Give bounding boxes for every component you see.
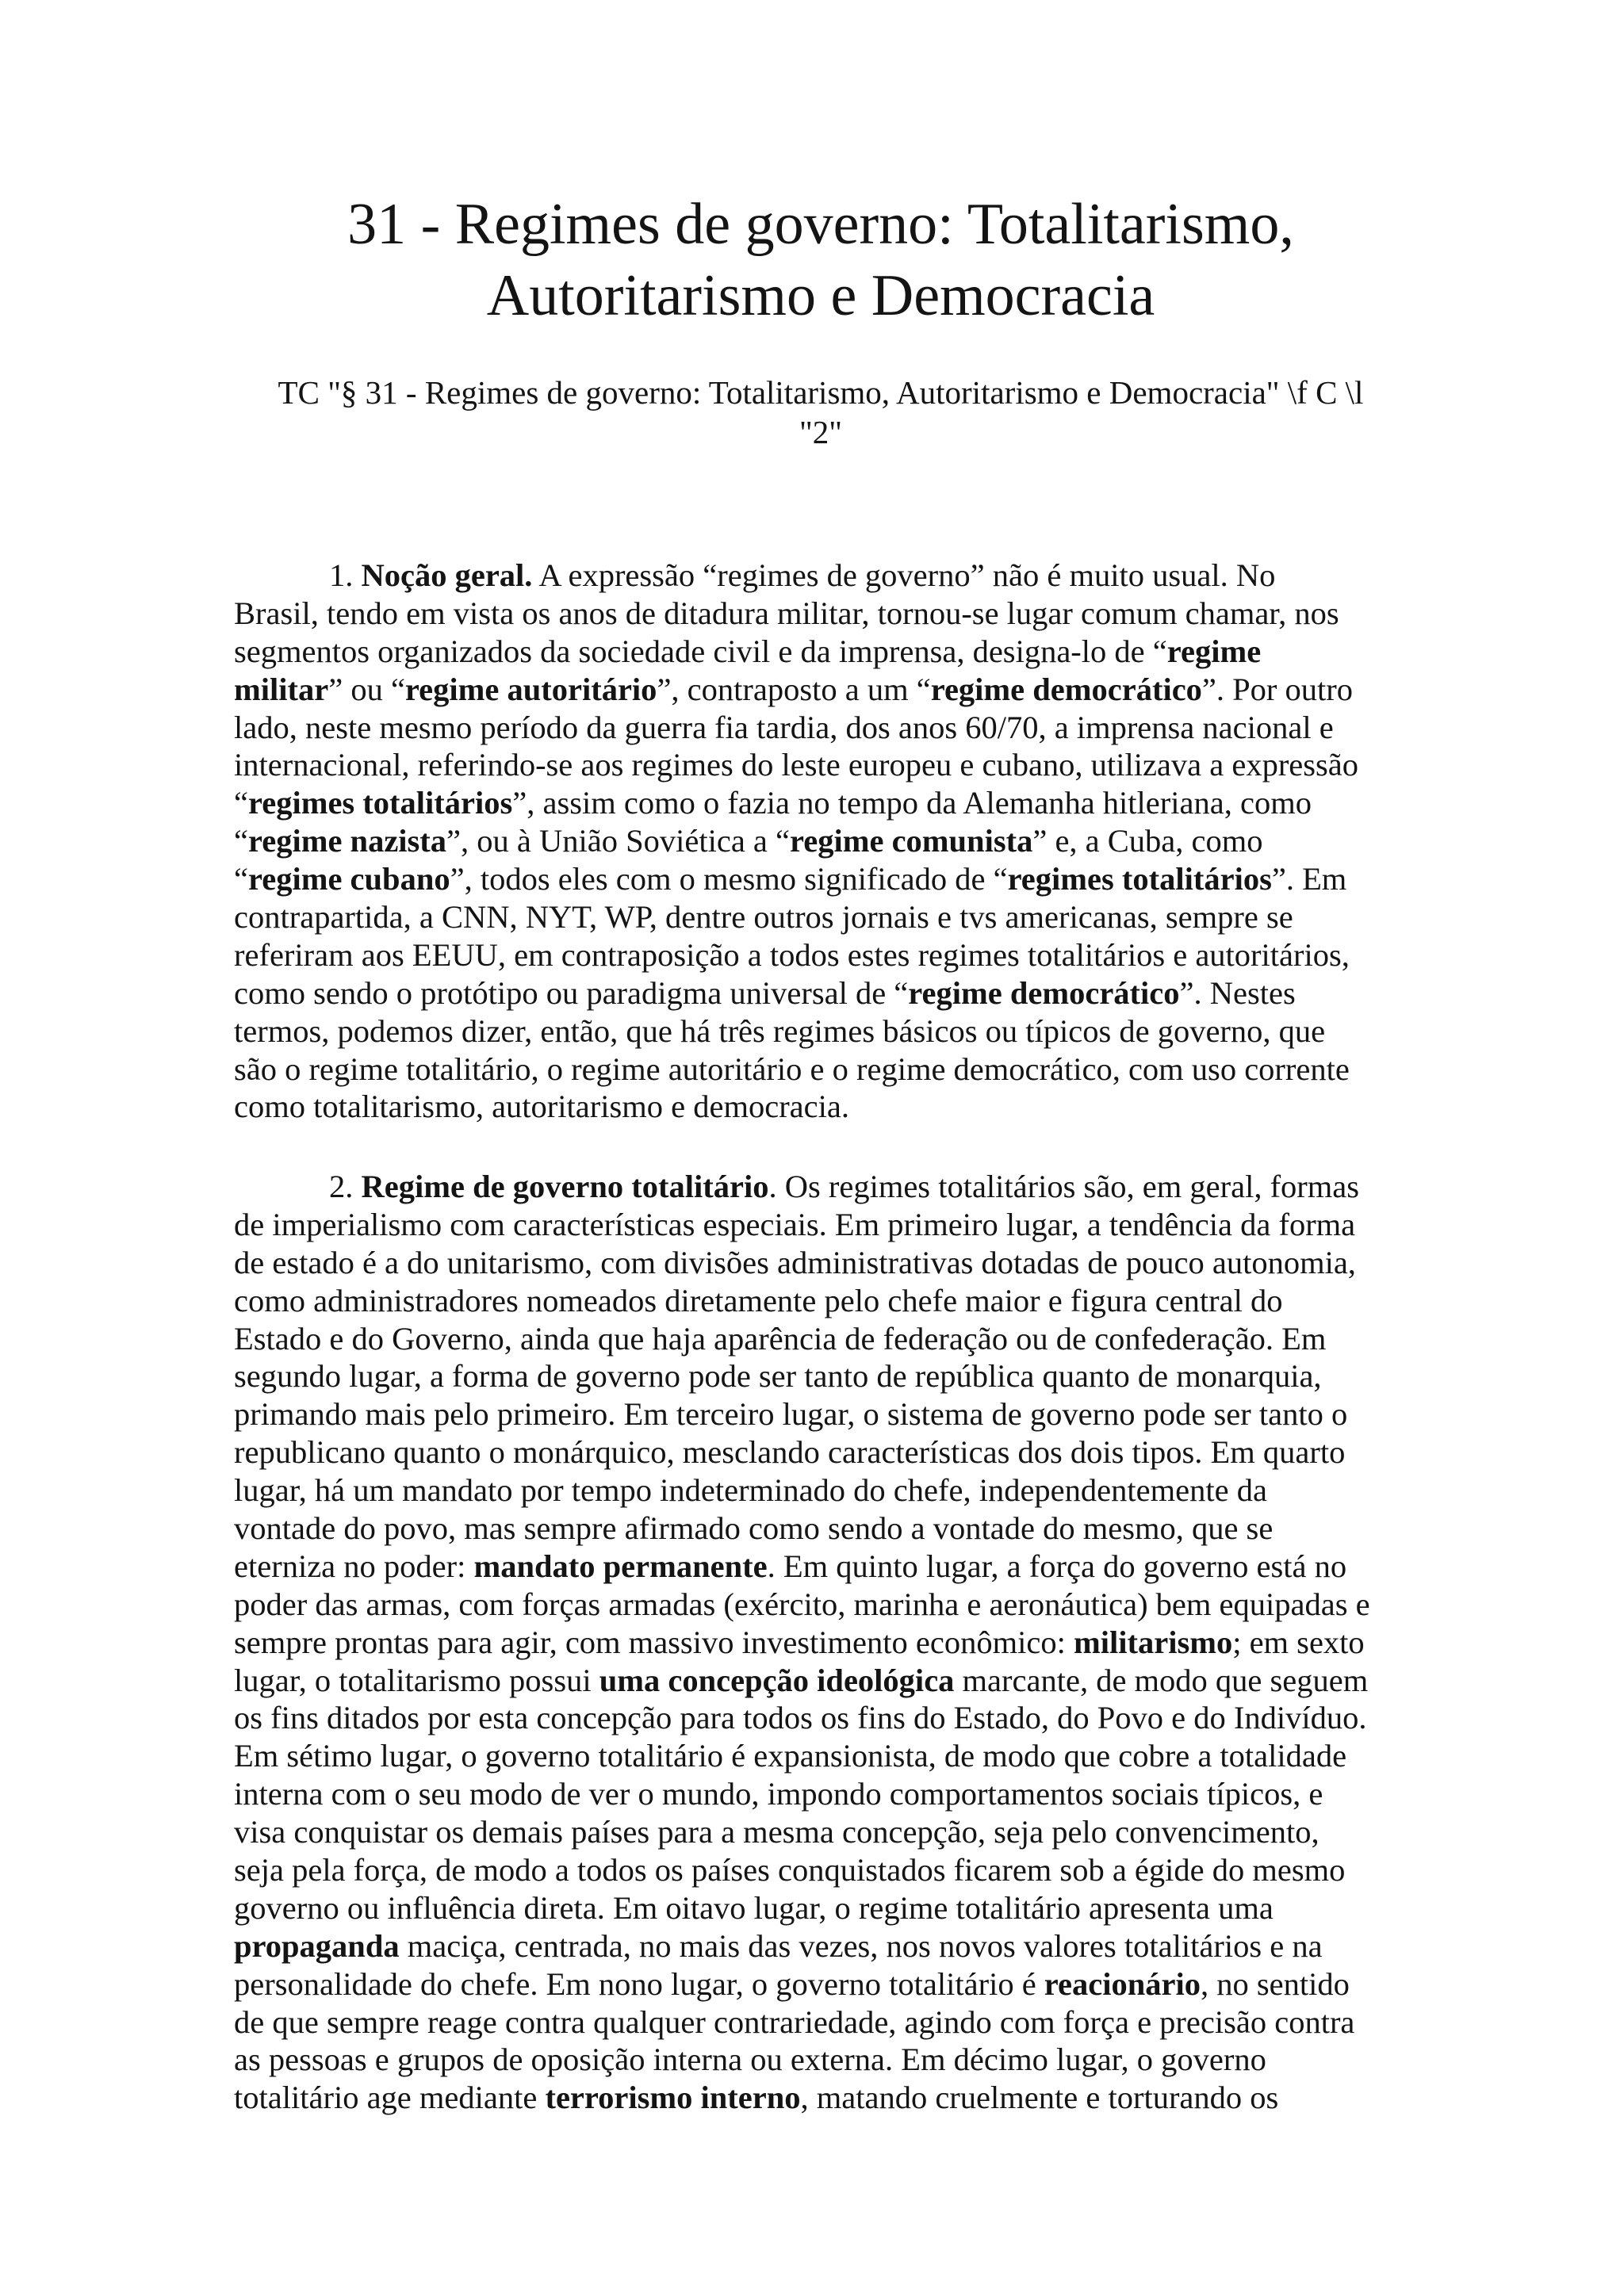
text-line: vontade do povo, mas sempre afirmado como sendo a vontade do mesmo, que se [234, 1510, 1274, 1547]
bold-term: regime nazista [247, 823, 447, 859]
text-line [234, 1662, 1400, 1700]
text-run: ” ou “ [328, 671, 405, 707]
text-line: lugar, há um mandato por tempo indeterminado do chefe, independentemente da [234, 1472, 1267, 1509]
text-run: . Em quinto lugar, a força do governo está no [767, 1548, 1347, 1584]
text-line [234, 557, 1400, 595]
text-run: totalitário age mediante [234, 2080, 546, 2116]
section-number: 1. [329, 557, 354, 593]
text-line: Em sétimo lugar, o governo totalitário é expansionista, de modo que cobre a totalidade [234, 1738, 1347, 1774]
bold-term: reacionário [1044, 1965, 1201, 2002]
text-run: personalidade do chefe. Em nono lugar, o governo totalitário é [234, 1965, 1044, 2002]
text-line [234, 860, 1400, 898]
bold-term: militarismo [1073, 1624, 1233, 1660]
text-line: segundo lugar, a forma de governo pode ser tanto de república quanto de monarquia, [234, 1358, 1322, 1395]
bold-term: regime autoritário [404, 671, 657, 707]
text-run: “ [234, 823, 248, 859]
text-line: governo ou influência direta. Em oitavo lugar, o regime totalitário apresenta uma [234, 1889, 1274, 1926]
text-line [234, 974, 1400, 1012]
text-run: “ [234, 861, 248, 897]
text-run: marcante, de modo que seguem [954, 1662, 1369, 1698]
text-line: como totalitarismo, autoritarismo e democracia. [234, 1089, 849, 1125]
text-line: contrapartida, a CNN, NYT, WP, dentre outros jornais e tvs americanas, sempre se [234, 899, 1293, 936]
toc-field-line-1: TC "§ 31 - Regimes de governo: Totalitarismo, Autoritarismo e Democracia" \f C \l [278, 374, 1364, 411]
text-run: ”, ou à União Soviética a “ [446, 823, 791, 859]
text-line: são o regime totalitário, o regime autoritário e o regime democrático, com uso corrente [234, 1050, 1350, 1087]
bold-term: terrorismo interno [545, 2080, 801, 2116]
text-line [234, 1548, 1400, 1586]
bold-term: regime cubano [247, 861, 450, 897]
title-line-2: Autoritarismo e Democracia [486, 263, 1155, 328]
text-line: republicano quanto o monárquico, mesclando características dos dois tipos. Em quarto [234, 1434, 1346, 1471]
toc-field-line-2: "2" [799, 414, 842, 450]
bold-term: regime comunista [790, 823, 1033, 859]
text-line: Estado e do Governo, ainda que haja aparência de federação ou de confederação. Em [234, 1320, 1327, 1357]
text-line: de estado é a do unitarismo, com divisões administrativas dotadas de pouco autonomia, [234, 1244, 1356, 1280]
bold-term: regimes totalitários [1007, 861, 1272, 897]
text-run: A expressão “regimes de governo” não é muito usual. No [532, 557, 1276, 593]
text-run: lugar, o totalitarismo possui [234, 1662, 599, 1698]
text-line [234, 1965, 1400, 2003]
bold-term: regime democrático [930, 671, 1202, 707]
text-line [234, 2079, 1400, 2117]
text-line: termos, podemos dizer, então, que há três regimes básicos ou típicos de governo, que [234, 1012, 1326, 1049]
text-run: ” e, a Cuba, como [1032, 823, 1263, 859]
text-line: lado, neste mesmo período da guerra fia tardia, dos anos 60/70, a imprensa nacional e [234, 709, 1334, 745]
bold-term: mandato permanente [473, 1548, 768, 1584]
text-line: como administradores nomeados diretamente pelo chefe maior e figura central do [234, 1282, 1283, 1318]
bold-term: uma concepção ideológica [599, 1662, 955, 1698]
text-line: de que sempre reage contra qualquer contrariedade, agindo com força e precisão contra [234, 2003, 1355, 2040]
text-line: referiram aos EEUU, em contraposição a todos estes regimes totalitários e autoritários, [234, 936, 1350, 973]
text-line: as pessoas e grupos de oposição interna ou externa. Em décimo lugar, o governo [234, 2042, 1266, 2078]
text-line: os fins ditados por esta concepção para todos os fins do Estado, do Povo e do Indivíduo. [234, 1700, 1367, 1736]
text-line [234, 1624, 1400, 1662]
text-run: . Os regimes totalitários são, em geral, formas [768, 1169, 1360, 1204]
text-line [234, 671, 1400, 709]
bold-term: militar [234, 671, 329, 707]
section-number: 2. [329, 1169, 354, 1204]
text-line [234, 784, 1400, 822]
text-line: Brasil, tendo em vista os anos de ditadura militar, tornou-se lugar comum chamar, nos [234, 595, 1339, 631]
text-line: primando mais pelo primeiro. Em terceiro lugar, o sistema de governo pode ser tanto o [234, 1396, 1348, 1433]
section-heading: Regime de governo totalitário [361, 1169, 769, 1204]
section-heading: Noção geral. [361, 557, 533, 593]
text-run: ”, todos eles com o mesmo significado de “ [450, 861, 1008, 897]
text-run: “ [234, 785, 248, 821]
text-run: maciça, centrada, no mais das vezes, nos novos valores totalitários e na [399, 1927, 1323, 1964]
text-run: sempre prontas para agir, com massivo investimento econômico: [234, 1624, 1074, 1660]
paragraph-2 [234, 1168, 1400, 2117]
text-run: ”, contraposto a um “ [657, 671, 931, 707]
text-run: ”. Por outro [1201, 671, 1354, 707]
paragraph-1 [234, 557, 1400, 1126]
bold-term: regime [1166, 633, 1262, 669]
bold-term: propaganda [234, 1927, 400, 1964]
text-run: ”. Em [1271, 861, 1347, 897]
text-line: visa conquistar os demais países para a mesma concepção, seja pelo convencimento, [234, 1814, 1320, 1850]
page-title [198, 189, 1443, 331]
text-run: ”, assim como o fazia no tempo da Alemanha hitleriana, como [512, 785, 1312, 821]
toc-field-code [222, 373, 1419, 452]
text-line: interna com o seu modo de ver o mundo, impondo comportamentos sociais típicos, e [234, 1776, 1323, 1812]
bold-term: regime democrático [908, 974, 1180, 1011]
text-line: internacional, referindo-se aos regimes do leste europeu e cubano, utilizava a expressão [234, 747, 1359, 783]
text-run: segmentos organizados da sociedade civil e da imprensa, designa-lo de “ [234, 633, 1167, 669]
text-run: , no sentido [1201, 1965, 1350, 2002]
text-line: seja pela força, de modo a todos os países conquistados ficarem sob a égide do mesmo [234, 1852, 1346, 1888]
text-line: poder das armas, com forças armadas (exército, marinha e aeronáutica) bem equipadas e [234, 1586, 1370, 1622]
text-line [234, 1168, 1400, 1206]
text-run: ; em sexto [1232, 1624, 1365, 1660]
text-run: eterniza no poder: [234, 1548, 474, 1584]
text-run: , matando cruelmente e torturando os [800, 2080, 1279, 2116]
text-line: de imperialismo com características especiais. Em primeiro lugar, a tendência da forma [234, 1206, 1356, 1242]
text-run: como sendo o protótipo ou paradigma universal de “ [234, 974, 909, 1011]
bold-term: regimes totalitários [247, 785, 513, 821]
text-line [234, 1927, 1400, 1965]
text-line [234, 633, 1400, 671]
title-line-1: 31 - Regimes de governo: Totalitarismo, [347, 192, 1294, 257]
text-run: ”. Nestes [1179, 974, 1296, 1011]
text-line [234, 822, 1400, 860]
